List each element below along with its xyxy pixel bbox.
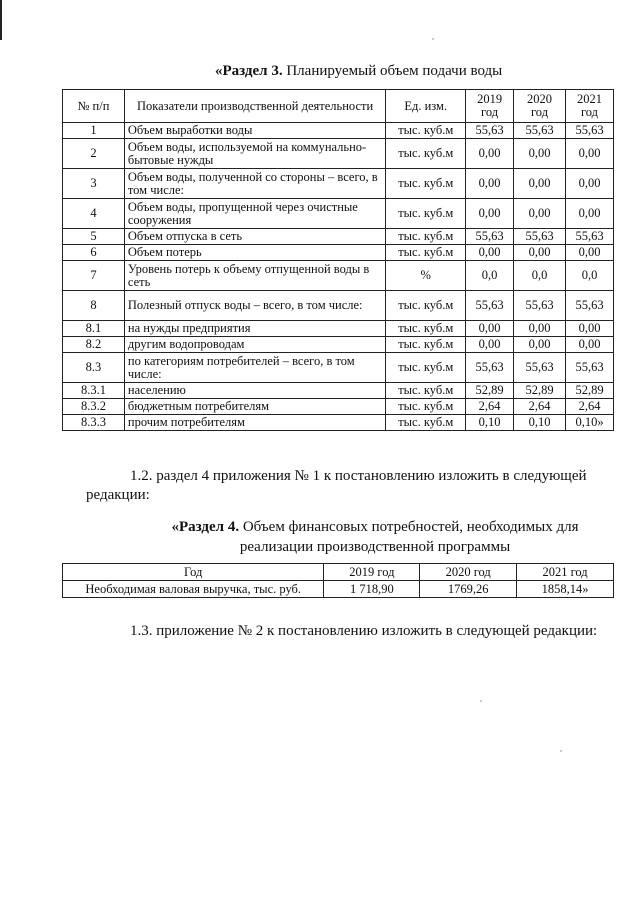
row-name: Объем отпуска в сеть — [124, 229, 385, 245]
header-2019: 2019 год — [324, 564, 420, 581]
row-name: Объем воды, полученной со стороны – всего, в том числе: — [124, 169, 385, 199]
row-2020: 0,00 — [514, 337, 566, 353]
row-2021: 0,00 — [566, 169, 614, 199]
row-2020: 0,00 — [514, 321, 566, 337]
row-2021: 0,00 — [566, 139, 614, 169]
row-name: прочим потребителям — [124, 415, 385, 431]
section-4-title-rest: Объем финансовых потребностей, необходимых для реализации производственной программы — [239, 519, 579, 555]
row-name: Необходимая валовая выручка, тыс. руб. — [63, 581, 324, 598]
row-unit: тыс. куб.м — [386, 383, 466, 399]
row-2020: 55,63 — [514, 123, 566, 139]
paragraph-1-2-continuation: редакции: — [86, 487, 150, 503]
row-name: Объем потерь — [124, 245, 385, 261]
row-num: 8.2 — [63, 337, 125, 353]
section-3-title-rest: Планируемый объем подачи воды — [282, 63, 503, 79]
section-4-title — [150, 517, 600, 557]
row-num: 8.3 — [63, 353, 125, 383]
row-2020: 55,63 — [514, 229, 566, 245]
table-row — [63, 581, 614, 598]
table-row — [63, 321, 614, 337]
section-4-table — [62, 563, 614, 598]
row-2021: 55,63 — [566, 353, 614, 383]
table-row — [63, 337, 614, 353]
row-unit: тыс. куб.м — [386, 199, 466, 229]
header-unit: Ед. изм. — [386, 90, 466, 123]
row-2020: 52,89 — [514, 383, 566, 399]
header-2020: 2020 год — [514, 90, 566, 123]
row-num: 8.3.2 — [63, 399, 125, 415]
row-2019: 55,63 — [466, 123, 514, 139]
row-2021: 0,00 — [566, 337, 614, 353]
table-row — [63, 353, 614, 383]
row-num: 4 — [63, 199, 125, 229]
section-3-table — [62, 89, 614, 431]
header-year: Год — [63, 564, 324, 581]
row-2019: 0,0 — [466, 261, 514, 291]
paragraph-1-2: 1.2. раздел 4 приложения № 1 к постановлению изложить в следующей — [130, 468, 587, 484]
row-unit: тыс. куб.м — [386, 229, 466, 245]
row-num: 2 — [63, 139, 125, 169]
row-2019: 1 718,90 — [324, 581, 420, 598]
row-unit: тыс. куб.м — [386, 399, 466, 415]
row-num: 8.3.3 — [63, 415, 125, 431]
row-2021: 1858,14» — [517, 581, 614, 598]
row-unit: тыс. куб.м — [386, 321, 466, 337]
row-2021: 0,00 — [566, 199, 614, 229]
row-2019: 2,64 — [466, 399, 514, 415]
row-2019: 0,00 — [466, 245, 514, 261]
row-name: населению — [124, 383, 385, 399]
header-2021: 2021 год — [566, 90, 614, 123]
table-row — [63, 399, 614, 415]
header-2020: 2020 год — [420, 564, 517, 581]
row-name: Объем воды, пропущенной через очистные сооружения — [124, 199, 385, 229]
table-row — [63, 123, 614, 139]
table-row — [63, 415, 614, 431]
row-num: 1 — [63, 123, 125, 139]
table-row — [63, 291, 614, 321]
scan-speck — [480, 700, 482, 702]
row-name: Уровень потерь к объему отпущенной воды в сеть — [124, 261, 385, 291]
row-2020: 55,63 — [514, 291, 566, 321]
row-unit: тыс. куб.м — [386, 353, 466, 383]
row-2021: 0,00 — [566, 245, 614, 261]
row-name: Полезный отпуск воды – всего, в том числе: — [124, 291, 385, 321]
row-2021: 55,63 — [566, 229, 614, 245]
row-2020: 0,00 — [514, 139, 566, 169]
header-indicator: Показатели производственной деятельности — [124, 90, 385, 123]
table-row — [63, 261, 614, 291]
header-2019: 2019 год — [466, 90, 514, 123]
row-num: 8 — [63, 291, 125, 321]
row-unit: тыс. куб.м — [386, 123, 466, 139]
table-row — [63, 199, 614, 229]
row-2021: 2,64 — [566, 399, 614, 415]
row-unit: тыс. куб.м — [386, 291, 466, 321]
row-2020: 1769,26 — [420, 581, 517, 598]
paragraph-1-3: 1.3. приложение № 2 к постановлению изложить в следующей редакции: — [130, 623, 598, 639]
table-header-row — [63, 564, 614, 581]
row-2019: 0,00 — [466, 139, 514, 169]
row-2020: 0,00 — [514, 199, 566, 229]
table-row — [63, 169, 614, 199]
row-2019: 55,63 — [466, 353, 514, 383]
scan-speck — [560, 750, 562, 752]
header-2021: 2021 год — [517, 564, 614, 581]
row-unit: тыс. куб.м — [386, 169, 466, 199]
row-num: 5 — [63, 229, 125, 245]
row-2020: 0,10 — [514, 415, 566, 431]
row-2019: 0,00 — [466, 321, 514, 337]
row-2020: 0,00 — [514, 245, 566, 261]
row-2019: 55,63 — [466, 291, 514, 321]
table-row — [63, 383, 614, 399]
row-unit: тыс. куб.м — [386, 139, 466, 169]
row-unit: тыс. куб.м — [386, 415, 466, 431]
row-name: другим водопроводам — [124, 337, 385, 353]
row-2019: 52,89 — [466, 383, 514, 399]
row-2021: 0,10» — [566, 415, 614, 431]
row-unit: тыс. куб.м — [386, 245, 466, 261]
header-num: № п/п — [63, 90, 125, 123]
row-num: 8.1 — [63, 321, 125, 337]
row-2019: 0,00 — [466, 169, 514, 199]
row-2019: 0,00 — [466, 337, 514, 353]
row-2019: 55,63 — [466, 229, 514, 245]
section-4-title-bold: «Раздел 4. — [171, 519, 240, 535]
row-2020: 2,64 — [514, 399, 566, 415]
row-2021: 55,63 — [566, 123, 614, 139]
row-name: по категориям потребителей – всего, в том числе: — [124, 353, 385, 383]
scan-speck — [432, 38, 434, 40]
row-2021: 0,0 — [566, 261, 614, 291]
table-row — [63, 229, 614, 245]
row-2021: 52,89 — [566, 383, 614, 399]
row-name: на нужды предприятия — [124, 321, 385, 337]
row-name: Объем выработки воды — [124, 123, 385, 139]
section-3-title-bold: «Раздел 3. — [215, 63, 283, 79]
row-unit: тыс. куб.м — [386, 337, 466, 353]
row-2020: 55,63 — [514, 353, 566, 383]
row-2019: 0,10 — [466, 415, 514, 431]
row-num: 6 — [63, 245, 125, 261]
row-num: 8.3.1 — [63, 383, 125, 399]
row-unit: % — [386, 261, 466, 291]
row-2019: 0,00 — [466, 199, 514, 229]
row-name: бюджетным потребителям — [124, 399, 385, 415]
table-row — [63, 139, 614, 169]
row-2021: 0,00 — [566, 321, 614, 337]
row-2020: 0,00 — [514, 169, 566, 199]
row-num: 3 — [63, 169, 125, 199]
scan-edge-mark — [0, 0, 2, 40]
row-2020: 0,0 — [514, 261, 566, 291]
row-num: 7 — [63, 261, 125, 291]
table-row — [63, 245, 614, 261]
row-2021: 55,63 — [566, 291, 614, 321]
section-3-title — [215, 63, 502, 80]
table-header-row — [63, 90, 614, 123]
row-name: Объем воды, используемой на коммунально-бытовые нужды — [124, 139, 385, 169]
